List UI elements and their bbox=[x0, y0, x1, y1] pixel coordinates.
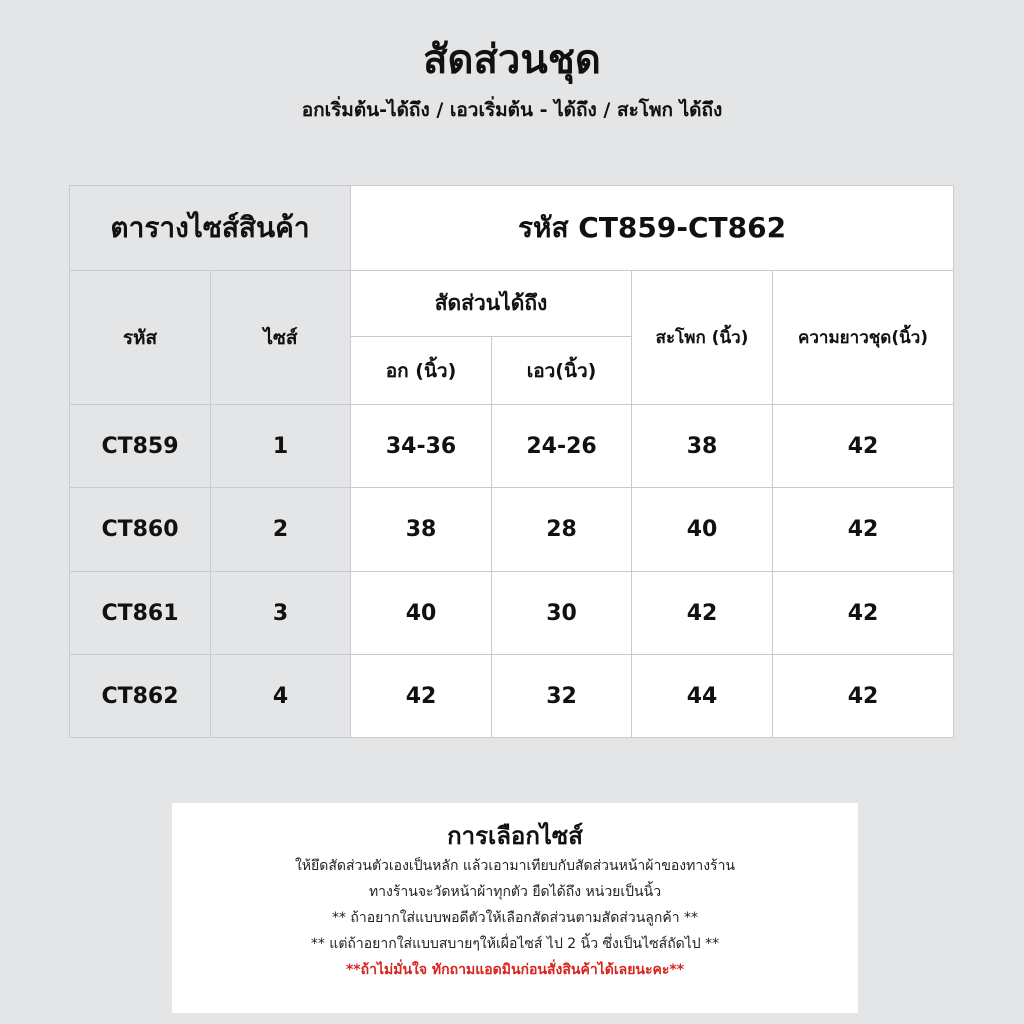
table-row bbox=[70, 405, 954, 488]
header-measure-group: สัดส่วนได้ถึง bbox=[351, 271, 632, 337]
row-chest: 40 bbox=[351, 572, 492, 655]
row-hip: 42 bbox=[632, 572, 773, 655]
row-size: 2 bbox=[211, 488, 351, 572]
size-guide-warning: **ถ้าไม่มั่นใจ ทักถามแอดมินก่อนสั่งสินค้าได้เลยนะคะ** bbox=[345, 962, 685, 978]
row-length: 42 bbox=[773, 655, 954, 738]
row-length: 42 bbox=[773, 572, 954, 655]
row-waist: 32 bbox=[492, 655, 632, 738]
page-subtitle: อกเริ่มต้น-ได้ถึง / เอวเริ่มต้น - ได้ถึง / สะโพก ได้ถึง bbox=[301, 99, 723, 121]
size-guide-title: การเลือกไซส์ bbox=[447, 822, 583, 850]
row-hip: 40 bbox=[632, 488, 773, 572]
table-heading: ตารางไซส์สินค้า bbox=[70, 186, 351, 271]
row-hip: 38 bbox=[632, 405, 773, 488]
size-guide-box bbox=[172, 803, 858, 1013]
row-code: CT859 bbox=[70, 405, 211, 488]
row-code: CT862 bbox=[70, 655, 211, 738]
row-code: CT861 bbox=[70, 572, 211, 655]
row-chest: 42 bbox=[351, 655, 492, 738]
size-guide-line: ** ถ้าอยากใส่แบบพอดีตัวให้เลือกสัดส่วนตามสัดส่วนลูกค้า ** bbox=[331, 910, 699, 926]
row-chest: 34-36 bbox=[351, 405, 492, 488]
size-guide-line: ทางร้านจะวัดหน้าผ้าทุกตัว ยืดได้ถึง หน่วยเป็นนิ้ว bbox=[368, 884, 662, 900]
row-length: 42 bbox=[773, 405, 954, 488]
header-waist: เอว(นิ้ว) bbox=[492, 337, 632, 405]
header-length: ความยาวชุด(นิ้ว) bbox=[773, 271, 954, 405]
header-size: ไซส์ bbox=[211, 271, 351, 405]
row-hip: 44 bbox=[632, 655, 773, 738]
row-waist: 28 bbox=[492, 488, 632, 572]
row-size: 3 bbox=[211, 572, 351, 655]
header-hip: สะโพก (นิ้ว) bbox=[632, 271, 773, 405]
row-chest: 38 bbox=[351, 488, 492, 572]
row-size: 4 bbox=[211, 655, 351, 738]
size-guide-line: ** แต่ถ้าอยากใส่แบบสบายๆให้เผื่อไซส์ ไป 2 นิ้ว ซึ่งเป็นไซส์ถัดไป ** bbox=[310, 936, 720, 952]
table-row bbox=[70, 488, 954, 572]
row-waist: 24-26 bbox=[492, 405, 632, 488]
page-title: สัดส่วนชุด bbox=[423, 37, 601, 83]
header-chest: อก (นิ้ว) bbox=[351, 337, 492, 405]
table-row bbox=[70, 655, 954, 738]
table-row bbox=[70, 572, 954, 655]
row-length: 42 bbox=[773, 488, 954, 572]
row-waist: 30 bbox=[492, 572, 632, 655]
size-chart-table bbox=[69, 185, 954, 738]
row-size: 1 bbox=[211, 405, 351, 488]
table-code-range: รหัส CT859-CT862 bbox=[351, 186, 954, 271]
header-code: รหัส bbox=[70, 271, 211, 405]
size-guide-line: ให้ยึดสัดส่วนตัวเองเป็นหลัก แล้วเอามาเทียบกับสัดส่วนหน้าผ้าของทางร้าน bbox=[294, 858, 736, 874]
row-code: CT860 bbox=[70, 488, 211, 572]
